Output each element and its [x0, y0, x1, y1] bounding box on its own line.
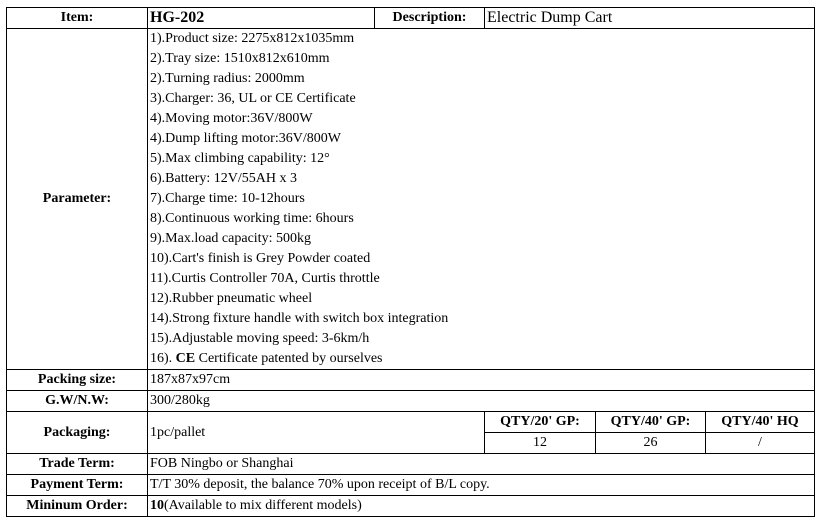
parameter-line: 4).Dump lifting motor:36V/800W — [150, 131, 341, 146]
packing-size-label: Packing size: — [7, 370, 148, 391]
parameter-line: 7).Charge time: 10-12hours — [150, 191, 305, 206]
parameter-line: 12).Rubber pneumatic wheel — [150, 291, 313, 306]
gw-nw-label: G.W/N.W: — [7, 391, 148, 412]
parameter-list-cell — [148, 29, 815, 370]
parameter-line-16-prefix: 16). — [150, 351, 176, 366]
parameter-line: 4).Moving motor:36V/800W — [150, 111, 313, 126]
packing-size-row — [7, 370, 815, 391]
parameter-line: 10).Cart's finish is Grey Powder coated — [150, 251, 371, 266]
parameter-line: 2).Turning radius: 2000mm — [150, 71, 305, 86]
qty-40gp-header: QTY/40' GP: — [596, 412, 706, 433]
minimum-order-row — [7, 496, 815, 517]
parameter-label: Parameter: — [7, 29, 148, 370]
trade-term-value: FOB Ningbo or Shanghai — [148, 454, 815, 475]
item-row — [7, 8, 815, 29]
item-label: Item: — [7, 8, 148, 29]
qty-20gp-header: QTY/20' GP: — [485, 412, 596, 433]
minimum-order-value — [148, 496, 815, 517]
payment-term-value: T/T 30% deposit, the balance 70% upon receipt of B/L copy. — [148, 475, 815, 496]
qty-40gp-value: 26 — [596, 433, 706, 454]
ce-mark-text: CE — [175, 351, 196, 366]
parameter-row — [7, 29, 815, 370]
parameter-line: 5).Max climbing capability: 12° — [150, 151, 330, 166]
trade-term-row — [7, 454, 815, 475]
packaging-label: Packaging: — [7, 412, 148, 454]
description-value: Electric Dump Cart — [485, 8, 815, 29]
parameter-line: 6).Battery: 12V/55AH x 3 — [150, 171, 297, 186]
parameter-line: 3).Charger: 36, UL or CE Certificate — [150, 91, 356, 106]
packaging-value: 1pc/pallet — [148, 412, 485, 454]
parameter-list — [150, 29, 812, 349]
packaging-row-top — [7, 412, 815, 433]
parameter-line-16-rest: Certificate patented by ourselves — [195, 351, 383, 366]
parameter-line-16 — [150, 349, 812, 369]
qty-20gp-value: 12 — [485, 433, 596, 454]
parameter-line: 9).Max.load capacity: 500kg — [150, 231, 311, 246]
qty-40hq-header: QTY/40' HQ — [706, 412, 815, 433]
payment-term-label: Payment Term: — [7, 475, 148, 496]
parameter-line: 2).Tray size: 1510x812x610mm — [150, 51, 330, 66]
parameter-line: 15).Adjustable moving speed: 3-6km/h — [150, 331, 370, 346]
gw-nw-row — [7, 391, 815, 412]
minimum-order-note: (Available to mix different models) — [164, 498, 362, 513]
minimum-order-label: Mininum Order: — [7, 496, 148, 517]
parameter-line: 14).Strong fixture handle with switch box integration — [150, 311, 449, 326]
minimum-order-qty: 10 — [150, 498, 164, 513]
parameter-line: 8).Continuous working time: 6hours — [150, 211, 354, 226]
item-value: HG-202 — [148, 8, 375, 29]
payment-term-row — [7, 475, 815, 496]
parameter-line: 11).Curtis Controller 70A, Curtis throttle — [150, 271, 380, 286]
packing-size-value: 187x87x97cm — [148, 370, 815, 391]
qty-40hq-value: / — [706, 433, 815, 454]
description-label: Description: — [375, 8, 485, 29]
parameter-line: 1).Product size: 2275x812x1035mm — [150, 31, 355, 46]
trade-term-label: Trade Term: — [7, 454, 148, 475]
product-spec-table — [6, 7, 815, 517]
gw-nw-value: 300/280kg — [148, 391, 815, 412]
